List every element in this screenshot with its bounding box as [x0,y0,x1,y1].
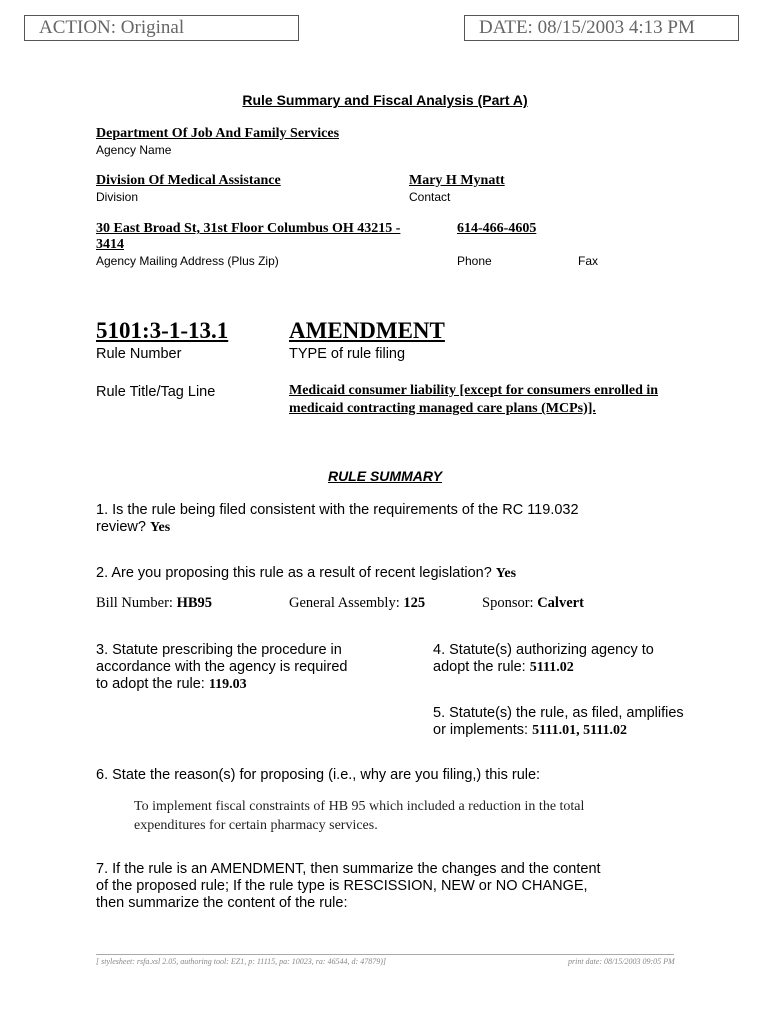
question-6-reason-line2: expenditures for certain pharmacy services. [134,818,378,833]
footer-print-date: print date: 08/15/2003 09:05 PM [568,957,675,966]
question-7-line3: then summarize the content of the rule: [96,895,348,911]
question-1-answer: Yes [150,520,171,535]
sponsor: Sponsor: Calvert [482,595,584,611]
question-7-line1: 7. If the rule is an AMENDMENT, then summarize the changes and the content [96,861,601,877]
question-5-line1: 5. Statute(s) the rule, as filed, amplifies [433,705,684,721]
question-4-line1: 4. Statute(s) authorizing agency to [433,642,654,658]
rule-summary-heading: RULE SUMMARY [327,468,443,484]
question-3-line2: accordance with the agency is required [96,659,348,675]
question-7-line2: of the proposed rule; If the rule type is RESCISSION, NEW or NO CHANGE, [96,878,588,894]
address-label: Agency Mailing Address (Plus Zip) [96,254,279,268]
contact-label: Contact [409,190,451,204]
division-value: Division Of Medical Assistance [96,173,281,188]
division-label: Division [96,190,139,204]
question-5-answer: 5111.01, 5111.02 [532,723,628,738]
rule-number-value: 5101:3-1-13.1 [96,318,229,343]
question-4-answer: 5111.02 [529,660,574,675]
action-box [24,15,299,41]
question-1-line1: 1. Is the rule being filed consistent with the requirements of the RC 119.032 [96,502,579,518]
phone-value: 614-466-4605 [457,221,537,236]
address-value-line1: 30 East Broad St, 31st Floor Columbus OH 43215 - [96,221,401,236]
general-assembly: General Assembly: 125 [289,595,426,611]
rule-title-line1: Medicaid consumer liability [except for consumers enrolled in [289,383,659,398]
question-1-line2: review? Yes [96,519,171,535]
date-text: DATE: 08/15/2003 4:13 PM [479,17,695,38]
footer-divider [96,954,674,955]
action-text: ACTION: Original [39,17,185,38]
question-3-line1: 3. Statute prescribing the procedure in [96,642,342,658]
filing-type-value: AMENDMENT [289,318,445,343]
rule-number-label: Rule Number [96,346,182,362]
question-4-line2: adopt the rule: 5111.02 [433,659,574,675]
rule-title-label: Rule Title/Tag Line [96,384,216,400]
bill-number-value: HB95 [176,595,213,611]
sponsor-value: Calvert [537,595,584,611]
question-2: 2. Are you proposing this rule as a result of recent legislation? Yes [96,565,517,581]
agency-name-label: Agency Name [96,143,172,157]
question-3-line3: to adopt the rule: 119.03 [96,676,247,692]
fax-label: Fax [578,254,599,268]
question-6: 6. State the reason(s) for proposing (i.e., why are you filing,) this rule: [96,767,541,783]
document-title: Rule Summary and Fiscal Analysis (Part A) [242,92,528,108]
phone-label: Phone [457,254,492,268]
bill-number: Bill Number: HB95 [96,595,213,611]
agency-name-value: Department Of Job And Family Services [96,126,340,141]
contact-value: Mary H Mynatt [409,173,505,188]
question-6-reason-line1: To implement fiscal constraints of HB 95 which included a reduction in the total [134,799,585,814]
address-value-line2: 3414 [96,237,124,252]
footer-stylesheet-info: [ stylesheet: rsfa.xsl 2.05, authoring tool: EZ1, p: 11115, pa: 10023, ra: 46544, d: 47879)] [96,957,386,966]
question-5-line2: or implements: 5111.01, 5111.02 [433,722,628,738]
question-3-answer: 119.03 [208,677,247,692]
general-assembly-value: 125 [403,595,426,611]
filing-type-label: TYPE of rule filing [289,346,406,362]
question-2-answer: Yes [495,566,517,581]
date-box [464,15,739,41]
rule-title-line2: medicaid contracting managed care plans (MCPs)]. [289,401,596,416]
